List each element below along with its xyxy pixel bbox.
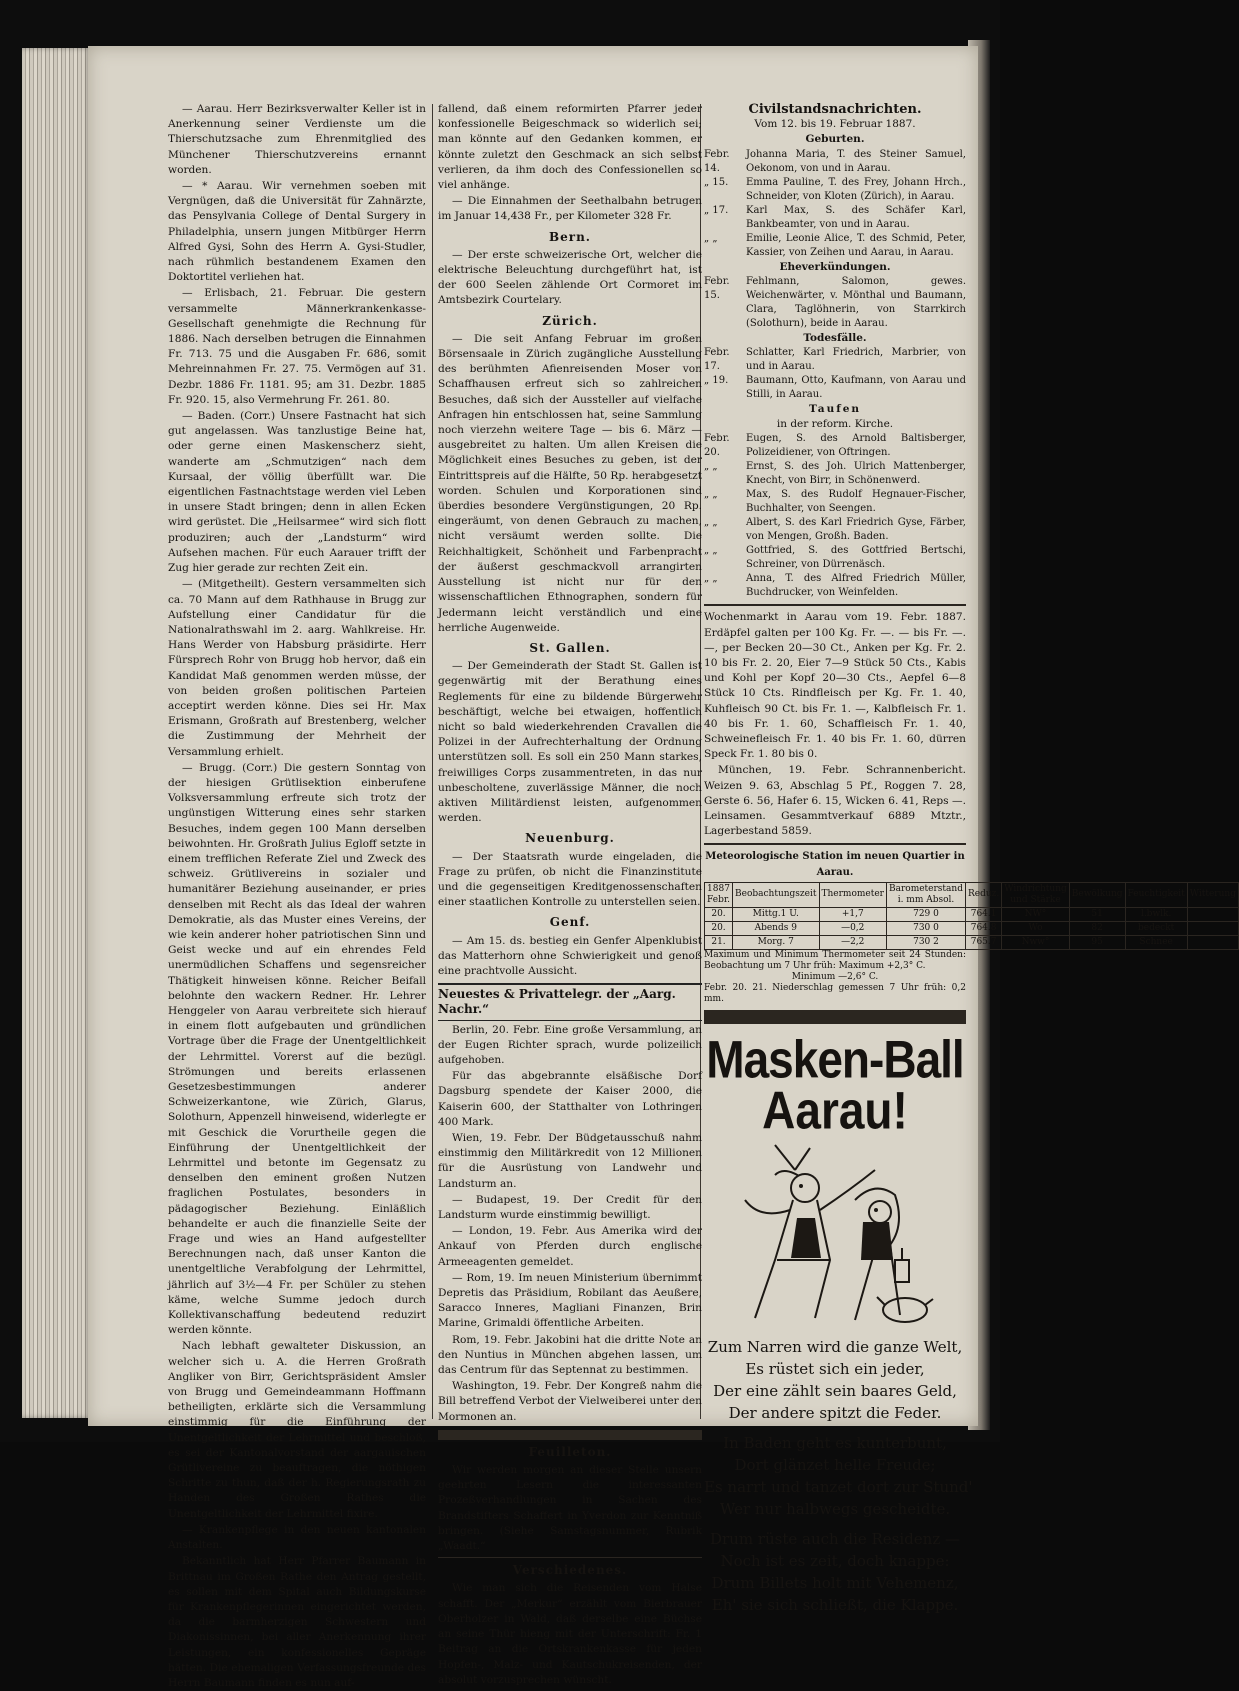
meteo-row [705,921,1239,935]
article-neuenburg: — Der Staatsrath wurde eingeladen, die Frage zu prüfen, ob nicht die Finanzinstitute und die gegenseitigen Kreditgenossenschaften einer staatlichen Kontrolle zu unterstellen seien. [438,850,702,909]
entry-text: Karl Max, S. des Schäfer Karl, Bankbeamter, von und in Aarau. [746,204,966,230]
meteo-cell: 730 2 [887,935,966,949]
heading-neuenburg: Neuenburg. [525,831,615,846]
meteo-cell: Schnee [1125,935,1187,949]
entry-date: „ 15. [704,176,729,188]
taufen-entry [704,544,966,572]
heading-eheverkuendungen: Eheverkündungen. [779,260,891,273]
article-brugg-diskussion: Nach lebhaft gewalteter Diskussion, an welcher sich u. A. die Herren Großrath Angliker von Birr, Gerichtspräsident Amsler von Brugg und Gemeindeammann Hoffmann betheiligten, erklärte sich die Versammlung einstimmig für die Einführung der Unentgeltlichkeit der Lehrmittel und beschloß, es sei der Kantonalvorstand der aargauischen Grütlivereine zu beauftragen, die nöthigen Schritte zu thun, daß der h. Regierungsrath zu Handen des Großen Rathes die Unentgeltlichkeit der Lehrmittel fixire. [168,1340,426,1520]
verse-line: Drum rüste auch die Residenz — [709,1529,960,1548]
article-cormoret: — Der erste schweizerische Ort, welcher die elektrische Beleuchtung durchgeführt hat, ist der 600 Seelen zählende Ort Cormoret im Amtsbezirk Courtelary. [438,248,702,307]
heading-genf: Genf. [549,915,591,930]
entry-date: „ „ [704,489,718,501]
entry-text: Anna, T. des Alfred Friedrich Müller, Buchdrucker, von Weinfelden. [746,573,966,599]
entry-date: Febr. 17. [704,347,730,373]
article-brugg-gruetli: — Brugg. (Corr.) Die gestern Sonntag von der hiesigen Grütlisektion einberufene Volksversammlung erfreute sich trotz der ungünstigen Witterung eines sehr starken Besuches, indem gegen 100 Mann derselben beiwohnten. Hr. Großrath Julius Egloff setzte in einem trefflichen Referate Ziel und Zweck des schweiz. Grütlivereins in sozialer und humanitärer Beziehung auseinander, er pries denselben mit Recht als das Ideal der wahren Demokratie, als das Muster eines Vereins, der wie kein anderer hoher patriotischen Sinn und Geist wecke und auf ein ehrendes Feld unermüdlichen Schaffens und segensreicher Thätigkeit hinweisen könne. Reicher Beifall belohnte den wackern Redner. Hr. Lehrer Henggeler von Aarau verbreitete sich hierauf in einem flott aufgebauten und gründlichen Vortrage über die Frage der Unentgeltlichkeit der Lehrmittel. Vorerst auf die bezügl. Strömungen und bereits erlassenen Gesetzesbestimmungen anderer Schweizerkantone, wie Zürich, Glarus, Solothurn, Appenzell hinweisend, widerlegte er mit Geschick die Vorurtheile gegen die Einführung der Unentgeltlichkeit der Lehrmittel und betonte im Gegensatz zu denselben den eminent großen Nutzen fraglichen Postulates, besonders in pädagogischer Beziehung. Einläßlich behandelte er auch die finanzielle Seite der Frage und wies an Hand aufgestellter Berechnungen nach, daß unser Kanton die unentgeltliche Verabfolgung der Lehrmittel, jährlich auf 3½—4 Fr. per Schüler zu stehen käme, welche Summe jedoch durch Kollektivanschaffung bedeutend reduzirt werden könnte. [168,761,426,1337]
meteo-cell: —0,2 [819,921,887,935]
jester-illustration [735,1140,935,1330]
meteo-cell: +1,7 [819,907,887,921]
telegram-wien: Wien, 19. Febr. Der Büdgetausschuß nahm einstimmig den Militärkredit von 12 Millionen für die Ausrüstung von Landwehr und Landsturm an. [438,1132,702,1190]
article-seethalbahn: — Die Einnahmen der Seethalbahn betrugen im Januar 14,438 Fr., per Kilometer 328 Fr. [438,195,702,223]
column-1 [168,102,426,1689]
entry-date: „ „ [704,461,718,473]
meteo-cell: Mittg.1 U. [733,907,819,921]
geburten-entry [704,204,966,232]
article-reisende: Wie man sich die Reisenden vom Halse schafft. Der „Merkur“ erzählt vom Bierbrauer Oberholzer in Wald, daß derselbe eine Büchse an seine Thür hieng mit der Unterschrift: Fr. 1 Beitrag an die Ortskrankenkasse für jeden Hopfen-, Malz- und Kautschukreisenden, der absolut vorzusprechen wünscht. [438,1582,702,1686]
meteo-note-niederschlag: Febr. 20. 21. Niederschlag gemessen 7 Uhr früh: 0,2 mm. [704,982,966,1004]
geburten-entry [704,232,966,260]
meteo-cell-empty [1187,935,1238,949]
civilstand-period: Vom 12. bis 19. Februar 1887. [754,118,916,131]
ehe-entry [704,275,966,331]
verse-line: Zum Narren wird die ganze Welt, [707,1337,963,1356]
entry-text: Max, S. des Rudolf Hegnauer-Fischer, Buchhalter, von Seengen. [746,489,966,515]
article-muenchen: München, 19. Febr. Schrannenbericht. Weizen 9. 63, Abschlag 5 Pf., Roggen 7. 28, Gerste 6. 56, Hafer 6. 15, Wicken 6. 41, Reps —. Leinsamen. Gesammtverkauf 6889 Mtztr., Lagerbestand 5859. [704,764,966,838]
entry-date: Febr. 14. [704,148,730,174]
newspaper-page [88,46,1236,1689]
meteo-cell: Wo [1002,921,1070,935]
verse-stanza-3 [704,1528,966,1616]
telegram-london: — London, 19. Febr. Aus Amerika wird der Ankauf von Pferden durch englische Armeeagenten gemeldet. [438,1225,702,1268]
article-aarau-keller: — Aarau. Herr Bezirksverwalter Keller ist in Anerkennung seiner Verdienste um die Thierschutzsache zum Ehrenmitglied des Münchener Thierschutzvereins ernannt worden. [168,103,426,176]
verse-line: In Baden geht es kunterbunt, [723,1433,947,1452]
telegram-berlin: Berlin, 20. Febr. Eine große Versammlung, an der Eugen Richter sprach, wurde polizeilich aufgehoben. [438,1023,702,1066]
divider [438,1557,702,1558]
entry-date: „ „ [704,573,718,585]
divider [704,843,966,845]
verse-line: Der andere spitzt die Feder. [728,1403,942,1422]
article-erlisbach: — Erlisbach, 21. Februar. Die gestern versammelte Männerkrankenkasse-Gesellschaft genehmigte die Rechnung für 1886. Nach derselben betrugen die Einnahmen Fr. 713. 75 und die Ausgaben Fr. 686, somit Mehreinnahmen Fr. 27. 75. Vermögen auf 31. Dezbr. 1886 Fr. 1181. 95; am 31. Dezbr. 1885 Fr. 920. 15, also Vermehrung Fr. 261. 80. [168,287,426,406]
geburten-entry [704,176,966,204]
taufen-entry [704,488,966,516]
meteo-table [704,882,1239,950]
list-taufen [704,432,966,600]
meteo-cell-empty [1187,921,1238,935]
heading-verschiedenes: Verschiedenes. [512,1563,628,1578]
entry-text: Eugen, S. des Arnold Baltisberger, Polizeidiener, von Oftringen. [746,433,966,459]
feuilleton-bar [438,1430,702,1440]
column-rule-1 [432,104,433,1419]
entry-text: Emma Pauline, T. des Frey, Johann Hrch., Schneider, von Kloten (Zürich), in Aarau. [746,176,966,202]
meteo-cell: 20. [705,921,733,935]
meteo-cell-empty [1187,907,1238,921]
article-wochenmarkt: Wochenmarkt in Aarau vom 19. Febr. 1887. Erdäpfel galten per 100 Kg. Fr. —. — bis Fr. —. —, per Becken 20—30 Ct., Anken per Kg. Fr. 2. 10 bis Fr. 2. 20, Eier 7—9 Stück 50 Cts., Kabis und Kohl per Kopf 20—30 Cts., Aepfel 6—8 Stück 10 Cts. Rindfleisch per Kg. Fr. 1. 40, Kuhfleisch 90 Ct. bis Fr. 1. —, Kalbfleisch Fr. 1. 40 bis Fr. 1. 60, Schaffleisch Fr. 1. 40, Schweinefleisch Fr. 1. 40 bis Fr. 1. 60, dürren Speck Fr. 1. 80 bis 0. [704,611,966,761]
heading-geburten: Geburten. [805,133,865,146]
article-feuilleton: Wir werden morgen an dieser Stelle unsern geehrten Lesern die interessanten Prozeßverhandlungen in Sachen des Brandstifters Schaffert in Yverdon zur Kenntniß bringen. (Siehe Samstagsnummer, Rubrik „Waadt.“ [438,1464,702,1553]
entry-text: Emilie, Leonie Alice, T. des Schmid, Peter, Kassier, von Zeihen und Aarau, in Aarau. [746,232,966,258]
entry-text: Fehlmann, Salomon, gewes. Weichenwärter, v. Mönthal und Baumann, Clara, Taglöhnerin, von Starrkirch (Solothurn), beide in Aarau. [746,275,966,329]
entry-text: Schlatter, Karl Friedrich, Marbrier, von und in Aarau. [746,347,966,373]
telegram-rom-ministerium: — Rom, 19. Im neuen Ministerium übernimmt Depretis das Präsidium, Robilant das Aeußere, Saracco Inneres, Magliani Finanzen, Brin Marine, Grimaldi öffentliche Arbeiten. [438,1271,702,1330]
entry-date: „ „ [704,232,718,244]
article-baden-fastnacht: — Baden. (Corr.) Unsere Fastnacht hat sich gut angelassen. Was tanzlustige Beine hat, oder gerne einen Maskenscherz sieht, wanderte am „Schmutzigen“ nach dem Kursaal, der völlig überfüllt war. Die eigentlichen Fastnachtstage werden viel Leben in unsere Stadt bringen; denn in allen Ecken wird gerüstet. Die „Heilsarmee“ wird sich flott produziren; auch der „Landsturm“ wird Aufsehen machen. Für euch Aarauer trifft der Zug hier gerade zur rechten Zeit ein. [168,410,426,575]
advertisement-maskenball [704,1028,973,1616]
meteo-cell: 95 [1069,935,1125,949]
entry-text: Gottfried, S. des Gottfried Bertschi, Schreiner, von Dürrenäsch. [746,545,966,571]
entry-text: Baumann, Otto, Kaufmann, von Aarau und Stilli, in Aarau. [746,375,966,401]
verse-line: Dort glänzet helle Freude; [734,1455,936,1474]
heading-todesfaelle: Todesfälle. [803,331,867,344]
meteo-cell: 82 [1069,921,1125,935]
heading-meteo: Meteorologische Station im neuen Quartier in Aarau. [705,851,965,878]
article-pfarrer-cont: fallend, daß einem reformirten Pfarrer jeder konfessionelle Beigeschmack so widerlich sei; man könnte auf den Gedanken kommen, er könnte zuletzt den Geschmack an sich selbst verlieren, da ihm doch des Confessionellen so viel anhänge. [438,103,702,192]
meteo-header-cell: Windrichtung und Stärke [1002,882,1070,907]
ad-title-aarau: Aarau! [762,1079,908,1140]
meteo-cell: bedeckt [1125,921,1187,935]
ad-title-masken-ball: Masken-Ball [706,1028,964,1089]
verse-line: Drum Billets holt mit Vehemenz, [711,1573,959,1592]
meteo-cell: 51 [1069,907,1125,921]
entry-date: Febr. 20. [704,433,730,459]
entry-date: „ 19. [704,375,729,387]
taufen-entry [704,432,966,460]
meteo-header-cell: Beobachtungszeit [733,882,819,907]
heading-bern: Bern. [548,229,591,244]
article-genf: — Am 15. ds. bestieg ein Genfer Alpenklubist das Matterhorn ohne Schwierigkeit und genoß eine prachtvolle Aussicht. [438,934,702,977]
meteo-header-cell: Reduz. [965,882,1001,907]
meteo-cell: Morg. 7 [733,935,819,949]
tod-entry [704,374,966,402]
book-page-edges [22,48,92,1418]
telegram-dagsburg: Für das abgebrannte elsäßische Dorf Dagsburg spendete der Kaiser 2000, die Kaiserin 600, der Statthalter von Lothringen 400 Mark. [438,1070,702,1128]
meteo-header-cell: Witterung [1187,882,1238,907]
meteo-cell: 730 0 [887,921,966,935]
entry-text: Albert, S. des Karl Friedrich Gyse, Färber, von Mengen, Großh. Baden. [746,517,966,543]
article-zurich-moser: — Die seit Anfang Februar im großen Börsensaale in Zürich zugängliche Ausstellung des berühmten Afienreisenden Moser von Schaffhausen erfreut sich so zahlreichen Besuches, daß sich der Aussteller auf vielfache Anfragen hin entschlossen hat, seine Sammlung noch vierzehn weitere Tage — bis 6. März — ausgebreitet zu halten. Um allen Kreisen die Möglichkeit eines Besuches zu geben, ist der Eintrittspreis auf die Hälfte, 50 Rp. herabgesetzt worden. Schulen und Korporationen sind überdies besondere Vergünstigungen, 20 Rp. eingeräumt, von denen Gebrauch zu machen, nicht versäumt werden sollte. Die Reichhaltigkeit, Schönheit und Farbenpracht der äußerst geschmackvoll arrangirten Ausstellung ist nicht nur für den wissenschaftlichen Ethnographen, sondern für Jedermann leicht verständlich und eine herrliche Augenweide. [438,332,702,634]
meteo-cell: 764.8 [965,921,1001,935]
taufen-entry [704,516,966,544]
article-mitgetheilt-brugg: — (Mitgetheilt). Gestern versammelten sich ca. 70 Mann auf dem Rathhause in Brugg zur Aufstellung einer Candidatur für die Nationalrathswahl im 2. aarg. Wahlkreise. Hr. Hans Werder von Habsburg präsidirte. Herr Fürsprech Rohr von Brugg hob hervor, daß ein Kandidat Maß genommen werden müsse, der von beiden großen politischen Parteien acceptirt werden könne. Dies sei Hr. Max Erismann, Großrath auf Brestenberg, welcher die Zustimmung der Mehrheit der Versammlung erhielt. [168,578,426,758]
divider [704,604,966,606]
verse-line: Wer nur halbwegs gescheidte. [719,1499,951,1518]
verse-line: Noch ist es zeit, doch knappe: [720,1551,950,1570]
meteo-row [705,907,1239,921]
geburten-entry [704,148,966,176]
meteo-cell: 20. [705,907,733,921]
entry-text: Johanna Maria, T. des Steiner Samuel, Oekonom, von und in Aarau. [746,148,966,174]
heading-feuilleton: Feuilleton. [528,1444,612,1459]
meteo-cell: Nww° [1002,935,1070,949]
telegram-washington: Washington, 19. Febr. Der Kongreß nahm die Bill betreffend Verbot der Vielweiberei unter den Mormonen an. [438,1380,702,1423]
meteo-note-min: Minimum —2,6° C. [791,971,879,982]
meteo-cell: l.bwlk. [1125,907,1187,921]
meteo-cell: 729 0 [887,907,966,921]
article-st-gallen: — Der Gemeinderath der Stadt St. Gallen ist gegenwärtig mit der Berathung eines Reglements für eine zu bildende Bürgerwehr beschäftigt, welche bei etwaigen, hoffentlich nicht so bald wiederkehrenden Cravallen die Polizei in der Aufrechterhaltung der Ordnung unterstützen soll. Es soll ein 250 Mann starkes, freiwilliges Corps zusammentreten, in das nur unbescholtene, zuverlässige Männer, die noch aktiven Militärdienst leisten, aufgenommen werden. [438,660,702,825]
meteo-cell: 765.7 [965,935,1001,949]
meteo-cell: 21. [705,935,733,949]
meteo-header-cell: Bewölkung [1069,882,1125,907]
taufen-entry [704,572,966,600]
heading-st-gallen: St. Gallen. [529,640,611,655]
meteo-header-cell: Feuchtigkeit [1125,882,1187,907]
article-krankenpflege-title: — Krankenpflege in den neuen kantonalen Anstalten. [168,1523,426,1552]
meteo-cell: —2,2 [819,935,887,949]
verse-stanza-1 [704,1336,966,1424]
entry-date: „ „ [704,545,718,557]
taufen-subtitle: in der reform. Kirche. [776,418,894,431]
ad-verse [704,1336,973,1616]
telegram-budapest: — Budapest, 19. Der Credit für den Landsturm wurde einstimmig bewilligt. [438,1193,702,1222]
telegram-rom-jakobini: Rom, 19. Febr. Jakobini hat die dritte Note an den Nuntius in München abgehen lassen, um das Centrum für das Septennat zu bestimmen. [438,1333,702,1377]
heading-zurich: Zürich. [542,313,598,328]
list-geburten [704,148,966,260]
meteo-note-max: Maximum und Minimum Thermometer seit 24 Stunden: Beobachtung um 7 Uhr früh: Maximum +2,3° C. [704,949,966,971]
heading-taufen: Taufen [808,403,862,416]
meteo-header-cell: 1887 Febr. [705,882,733,907]
entry-date: Febr. 15. [704,275,730,301]
list-todesfaelle [704,346,966,402]
list-eheverkuendungen [704,275,966,331]
entry-date: „ 17. [704,204,729,216]
verse-stanza-2 [704,1432,973,1520]
verse-line: Der eine zählt sein baares Geld, [713,1381,957,1400]
verse-line: Es narrt und tanzet dort zur Stund' [704,1477,973,1496]
article-aarau-gysi: — * Aarau. Wir vernehmen soeben mit Vergnügen, daß die Universität für Zahnärzte, das Pensylvania College of Dental Surgery in Philadelphia, unsern jungen Mitbürger Herrn Alfred Gysi, Sohn des Herrn A. Gysi-Studler, nach rühmlich bestandenem Examen den Doktortitel verliehen hat. [168,180,426,284]
verse-line: Eh' sie sich schließt, die Klappe. [711,1595,959,1614]
column-2 [438,102,702,1686]
verse-line: Es rüstet sich ein jeder, [745,1359,925,1378]
heading-civilstand: Civilstandsnachrichten. [748,102,922,117]
article-krankenpflege: Bekanntlich hat Herr Pfarrer Baumann in Brittnau im Großen Rathe den Antrag gestellt, es sollen mit dem Spital auch Bildungskurse für Krankenpflegerinnen eingerichtet werden, da die barmherzigen Schwestern und Diakonissinnen, bei aller Anerkennung ihrer Leistungen, ein konfessionelles Gepräge hätten. Die ehemaligen Verfassungsfreunde des Herrn Baumann finden es nun auf- [168,1555,426,1689]
taufen-entry [704,460,966,488]
meteo-cell: 764.1 [965,907,1001,921]
heading-neuestes: Neuestes & Privattelegr. der „Aarg. Nachr.“ [438,983,702,1020]
tod-entry [704,346,966,374]
column-3 [704,102,1236,1614]
meteo-header-cell: Barometerstand i. mm Absol. [887,882,966,907]
ad-separator [704,1010,966,1024]
meteo-row [705,935,1239,949]
meteo-header-cell: Thermometer [819,882,887,907]
entry-date: „ „ [704,517,718,529]
meteo-cell: Abends 9 [733,921,819,935]
meteo-cell: NW° [1002,907,1070,921]
entry-text: Ernst, S. des Joh. Ulrich Mattenberger, Knecht, von Birr, in Schönenwerd. [746,461,966,487]
